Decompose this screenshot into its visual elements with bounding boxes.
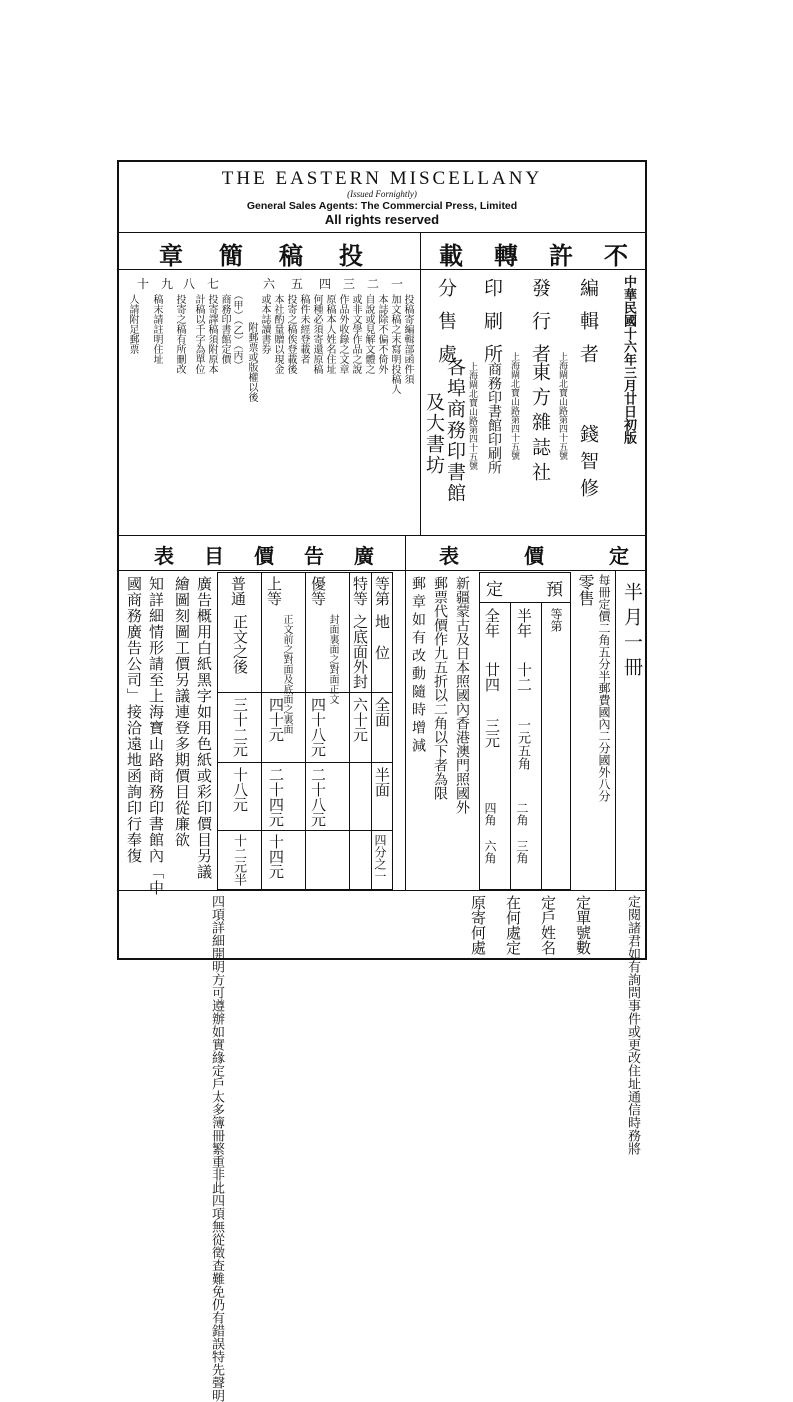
ad-col-divider [305, 572, 306, 890]
sub-postage-note: 郵章如有改動隨時增減 [410, 576, 426, 756]
masthead [119, 162, 645, 232]
ad-note: 國商務廣告公司」接洽遠地函詢印行奉復 [125, 576, 143, 864]
banner-subscription [409, 540, 644, 570]
rule-number: 六 [263, 277, 276, 291]
sub-row-divider [479, 602, 571, 603]
rule-line: 原稿本人姓名住址 [324, 294, 335, 374]
rule-line: 投稿寄編輯部函件須 [402, 294, 413, 384]
printer-name: 商務印書館印刷所 [486, 362, 502, 474]
rule-number: 三 [343, 277, 356, 291]
banner-char: 不 [604, 241, 628, 270]
sub-col-divider [510, 602, 511, 890]
ad-col-divider [371, 572, 372, 890]
rule-line: 投寄譯稿須附原本 [206, 294, 217, 374]
rule-line: 或非文學作品之說 [350, 294, 361, 374]
banner-ad-rates [119, 540, 419, 570]
banner-char: 價 [254, 544, 274, 568]
sub-price-half: 一元五角 [515, 718, 530, 770]
sub-notes: 等第 [549, 608, 563, 632]
rule-line: 計稿以千字為單位 [193, 294, 204, 374]
page-frame [117, 160, 647, 1402]
rule-line: 投寄之稿有所刪改 [174, 294, 185, 374]
inquiry-intro: 定閱諸君如有詢問事件或更改住址通信時務將 [625, 895, 640, 1155]
rule-number: 四 [319, 277, 332, 291]
ad-header-ordinary: 普通 [229, 576, 247, 606]
divider-mid-lower [405, 570, 406, 890]
rule-line: 本社酌量贈以現金 [272, 294, 283, 374]
rule-line: 稿件未經登載者 [298, 294, 309, 364]
banner-char: 目 [204, 544, 224, 568]
rule-line: 稿末請註明住址 [151, 294, 162, 364]
ad-row-divider [217, 762, 393, 763]
rule-line: 或本誌讀書券 [259, 294, 270, 354]
banner-char: 表 [154, 544, 174, 568]
divider-middle [119, 535, 645, 536]
banner-char: 許 [549, 241, 573, 270]
ad-position-superior: 封面裏面之對面正文 [327, 614, 338, 704]
rule-line: 何種必須寄還原稿 [311, 294, 322, 374]
rule-number: 八 [183, 277, 196, 291]
ad-header-superior: 優等 [309, 576, 327, 606]
sub-period-annual: 全年 [483, 608, 501, 638]
editor-name: 錢智修 [577, 424, 599, 505]
banner-char: 投 [339, 241, 363, 270]
distributor-name: 各埠商務印書館 [444, 357, 466, 504]
ad-col-divider [261, 572, 262, 890]
ad-price-upper-quarter: 十四元 [267, 834, 285, 879]
rule-number: 七 [207, 277, 220, 291]
editor-label: 編輯者 [577, 278, 599, 377]
ad-position-ordinary: 正文之後 [231, 614, 249, 674]
single-issue: 半月一冊 [621, 582, 643, 682]
ad-header-special: 特等 [351, 576, 369, 606]
ad-price-upper-full: 四十元 [267, 697, 285, 742]
rule-line: 加文稿之末寫明投稿人 [389, 294, 400, 394]
publication-date: 中華民國十六年三月廿日初版 [621, 275, 636, 444]
masthead-issued: (Issued Fornightly) [347, 189, 417, 199]
publisher-address: 上海閘北寶山路第四十五號 [509, 352, 519, 460]
banner-char: 載 [439, 241, 463, 270]
publisher-name: 東方雜誌社 [529, 362, 551, 487]
sub-issues-half: 十二 [515, 662, 533, 692]
banner-char: 廣 [354, 544, 374, 568]
sub-postage-note: 新疆蒙古及日本照國內香港澳門照國外 [454, 576, 470, 814]
rule-line: 投寄之稿俟登載後 [285, 294, 296, 374]
divider-bottom [119, 890, 645, 891]
banner-char: 告 [304, 544, 324, 568]
sub-col-divider [541, 602, 542, 890]
rule-line: 商務印書館定價 [219, 294, 230, 364]
divider-banner-upper [119, 269, 645, 270]
ad-position-special: 之底面外封 [351, 614, 369, 689]
editor-address: 上海閘北寶山路第四十五號 [557, 352, 567, 460]
sub-price-annual: 三元 [483, 718, 501, 748]
masthead-agents: General Sales Agents: The Commercial Press, Limited [246, 200, 518, 212]
printer-label: 印刷所 [481, 278, 503, 377]
inquiry-item-4: 原寄何處 [469, 895, 487, 955]
ad-header-grade: 等第 [373, 576, 391, 606]
retail-note: 每冊定價二角五分半郵費國內二分國外八分 [597, 574, 611, 802]
inquiry-closing: 四項詳細開明方可遵辦如實緣定戶太多簿冊繁重非此四項無從徵查難免仍有錯誤特先聲明 [209, 895, 224, 1402]
rule-number: 九 [161, 277, 174, 291]
rule-line: 附郵票或版權以後 [246, 322, 257, 402]
ad-size-quarter: 四分之一 [373, 834, 387, 882]
sub-postage-half: 二角 [515, 802, 529, 826]
banner-char: 定 [609, 544, 629, 568]
sub-postage-foreign-half: 三角 [515, 840, 529, 864]
ad-size-half: 半面 [373, 767, 391, 797]
rule-number: 五 [291, 277, 304, 291]
ad-price-superior-half: 二十八元 [309, 767, 327, 827]
rule-line: 本誌除不偏不倚外 [376, 294, 387, 374]
ad-header-upper: 上等 [265, 576, 283, 606]
ad-price-superior-full: 四十八元 [309, 697, 327, 757]
ad-position-label: 地位 [373, 614, 391, 676]
inquiry-item-3: 在何處定 [504, 895, 522, 955]
sub-period-half: 半年 [515, 608, 533, 638]
banner-char: 價 [524, 544, 544, 568]
rule-line: 自說或見解文體之 [363, 294, 374, 374]
banner-submission [119, 236, 419, 270]
ad-price-upper-half: 二十四元 [267, 767, 285, 827]
rule-paren-note: （甲）（乙）（丙） [231, 290, 242, 370]
divider-top [119, 232, 645, 233]
rule-line: 作品外收錄之文章 [337, 294, 348, 374]
sub-header-yu: 預 [542, 580, 562, 597]
retail-label: 零售 [576, 574, 595, 606]
sub-postage-note: 郵票代價作九五折以二角以下者為限 [432, 576, 448, 800]
inquiry-item-2: 定戶姓名 [539, 895, 557, 955]
divider-retail [615, 570, 616, 890]
inquiry-item-1: 定單號數 [574, 895, 592, 955]
rule-number: 二 [367, 277, 380, 291]
sub-postage-annual: 四角 [483, 802, 497, 826]
printer-address: 上海閘北寶山路第四十五號 [467, 362, 477, 470]
masthead-rights: All rights reserved [324, 212, 440, 227]
distributor-extra: 及大書坊 [423, 392, 445, 476]
ad-row-divider [217, 830, 393, 831]
sub-issues-annual: 廿四 [483, 662, 501, 692]
banner-char: 章 [159, 241, 183, 270]
ad-price-ordinary-quarter: 十二元半 [231, 834, 246, 886]
sub-postage-foreign-annual: 六角 [483, 840, 497, 864]
divider-banner-mid [405, 535, 406, 571]
distributor-label: 分售處 [435, 278, 457, 377]
rule-number: 十 [137, 277, 150, 291]
rule-line: 人請附足郵票 [127, 294, 138, 354]
divider-banner-lower [119, 570, 645, 571]
ad-row-divider [217, 692, 393, 693]
banner-char: 稿 [279, 241, 303, 270]
banner-char: 表 [439, 544, 459, 568]
rule-number: 一 [391, 277, 404, 291]
ad-price-special-full: 六十元 [351, 697, 369, 742]
ad-note: 廣告概用白紙黑字如用色紙或彩印價目另議 [195, 576, 213, 880]
ad-col-divider [349, 572, 350, 890]
ad-note: 知詳細情形請至上海寶山路商務印書館內「中 [147, 576, 165, 896]
banner-char: 轉 [494, 241, 518, 270]
publisher-label: 發行者 [529, 278, 551, 377]
ad-price-ordinary-full: 三十二元 [231, 697, 249, 757]
ad-price-ordinary-half: 十八元 [231, 767, 249, 812]
ad-size-full: 全面 [373, 697, 391, 727]
sub-header-ding: 定 [482, 580, 502, 597]
banner-char: 簡 [219, 241, 243, 270]
ad-note: 繪圖刻圖工價另議連登多期價目從廉欲 [173, 576, 191, 848]
divider-mid-upper [420, 232, 421, 535]
masthead-title: THE EASTERN MISCELLANY [221, 168, 543, 189]
ad-position-upper: 正文前之對面及底面之裏面 [281, 614, 292, 734]
banner-no-reprint [424, 236, 644, 270]
